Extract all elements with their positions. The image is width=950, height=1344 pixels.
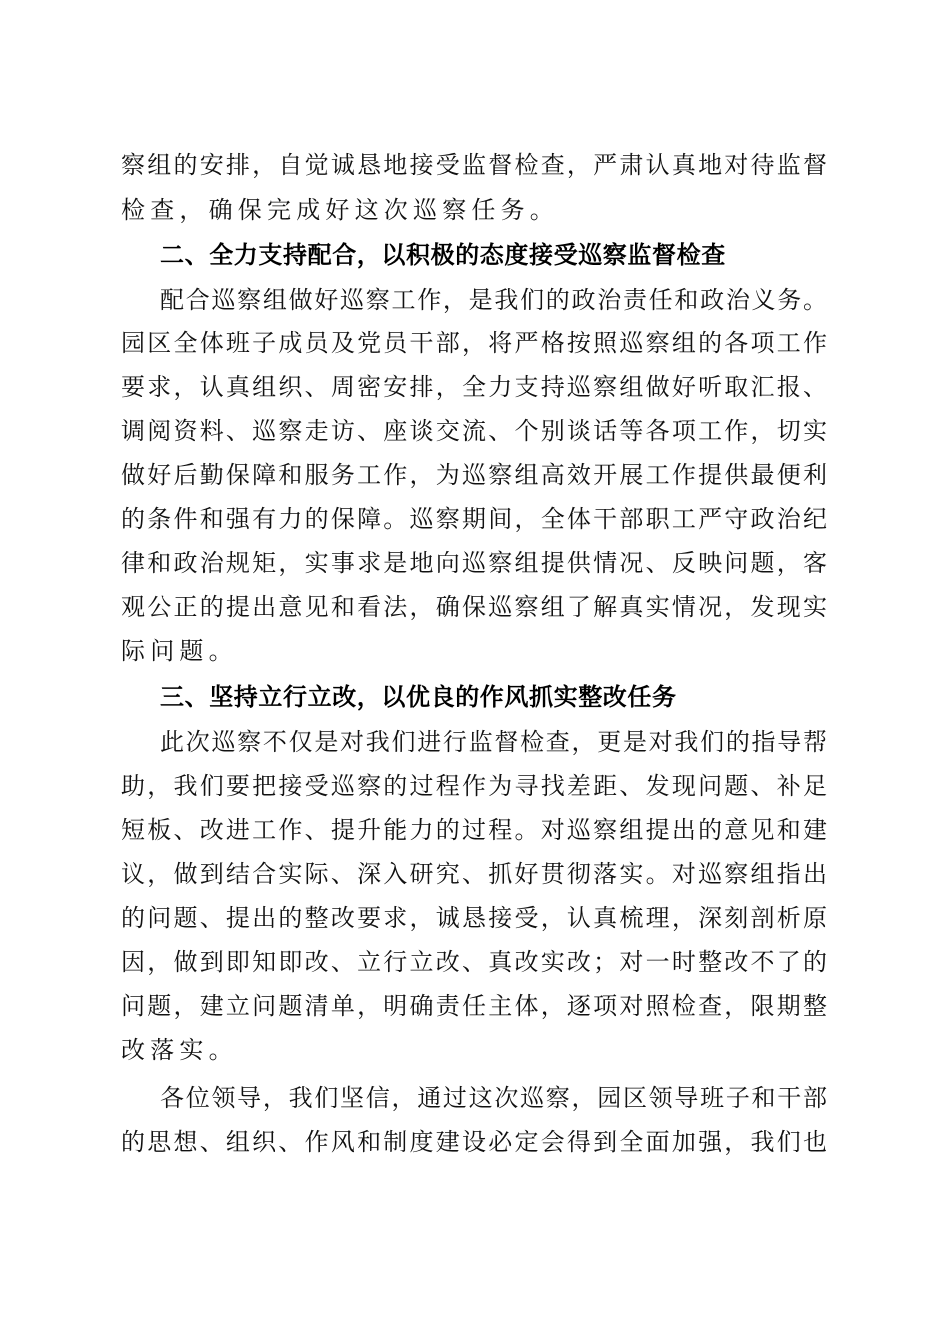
body-line: 改落实。: [121, 1036, 238, 1064]
body-line: 的条件和强有力的保障。巡察期间，全体干部职工严守政治纪: [121, 505, 827, 533]
body-line: 议，做到结合实际、深入研究、抓好贯彻落实。对巡察组指出: [121, 860, 827, 888]
section-heading-3: 三、坚持立行立改，以优良的作风抓实整改任务: [160, 683, 677, 711]
body-line: 此次巡察不仅是对我们进行监督检查，更是对我们的指导帮: [160, 728, 827, 756]
body-line: 际问题。: [121, 637, 238, 665]
body-line: 调阅资料、巡察走访、座谈交流、个别谈话等各项工作，切实: [121, 417, 827, 445]
body-line: 律和政治规矩，实事求是地向巡察组提供情况、反映问题，客: [121, 549, 827, 577]
section-heading-2: 二、全力支持配合，以积极的态度接受巡察监督检查: [160, 241, 726, 269]
body-line: 因，做到即知即改、立行立改、真改实改；对一时整改不了的: [121, 948, 827, 976]
body-line: 察组的安排，自觉诚恳地接受监督检查，严肃认真地对待监督: [121, 151, 827, 179]
body-line: 检查，确保完成好这次巡察任务。: [121, 196, 559, 224]
body-line: 短板、改进工作、提升能力的过程。对巡察组提出的意见和建: [121, 816, 827, 844]
body-line: 观公正的提出意见和看法，确保巡察组了解真实情况，发现实: [121, 593, 827, 621]
body-line: 的思想、组织、作风和制度建设必定会得到全面加强，我们也: [121, 1128, 827, 1156]
body-line: 问题，建立问题清单，明确责任主体，逐项对照检查，限期整: [121, 992, 827, 1020]
body-line: 的问题、提出的整改要求，诚恳接受，认真梳理，深刻剖析原: [121, 904, 827, 932]
body-line: 要求，认真组织、周密安排，全力支持巡察组做好听取汇报、: [121, 373, 827, 401]
body-line: 做好后勤保障和服务工作，为巡察组高效开展工作提供最便利: [121, 461, 827, 489]
body-line: 各位领导，我们坚信，通过这次巡察，园区领导班子和干部: [160, 1084, 827, 1112]
body-line: 助，我们要把接受巡察的过程作为寻找差距、发现问题、补足: [121, 772, 827, 800]
body-line: 园区全体班子成员及党员干部，将严格按照巡察组的各项工作: [121, 329, 827, 357]
body-line: 配合巡察组做好巡察工作，是我们的政治责任和政治义务。: [160, 286, 827, 314]
